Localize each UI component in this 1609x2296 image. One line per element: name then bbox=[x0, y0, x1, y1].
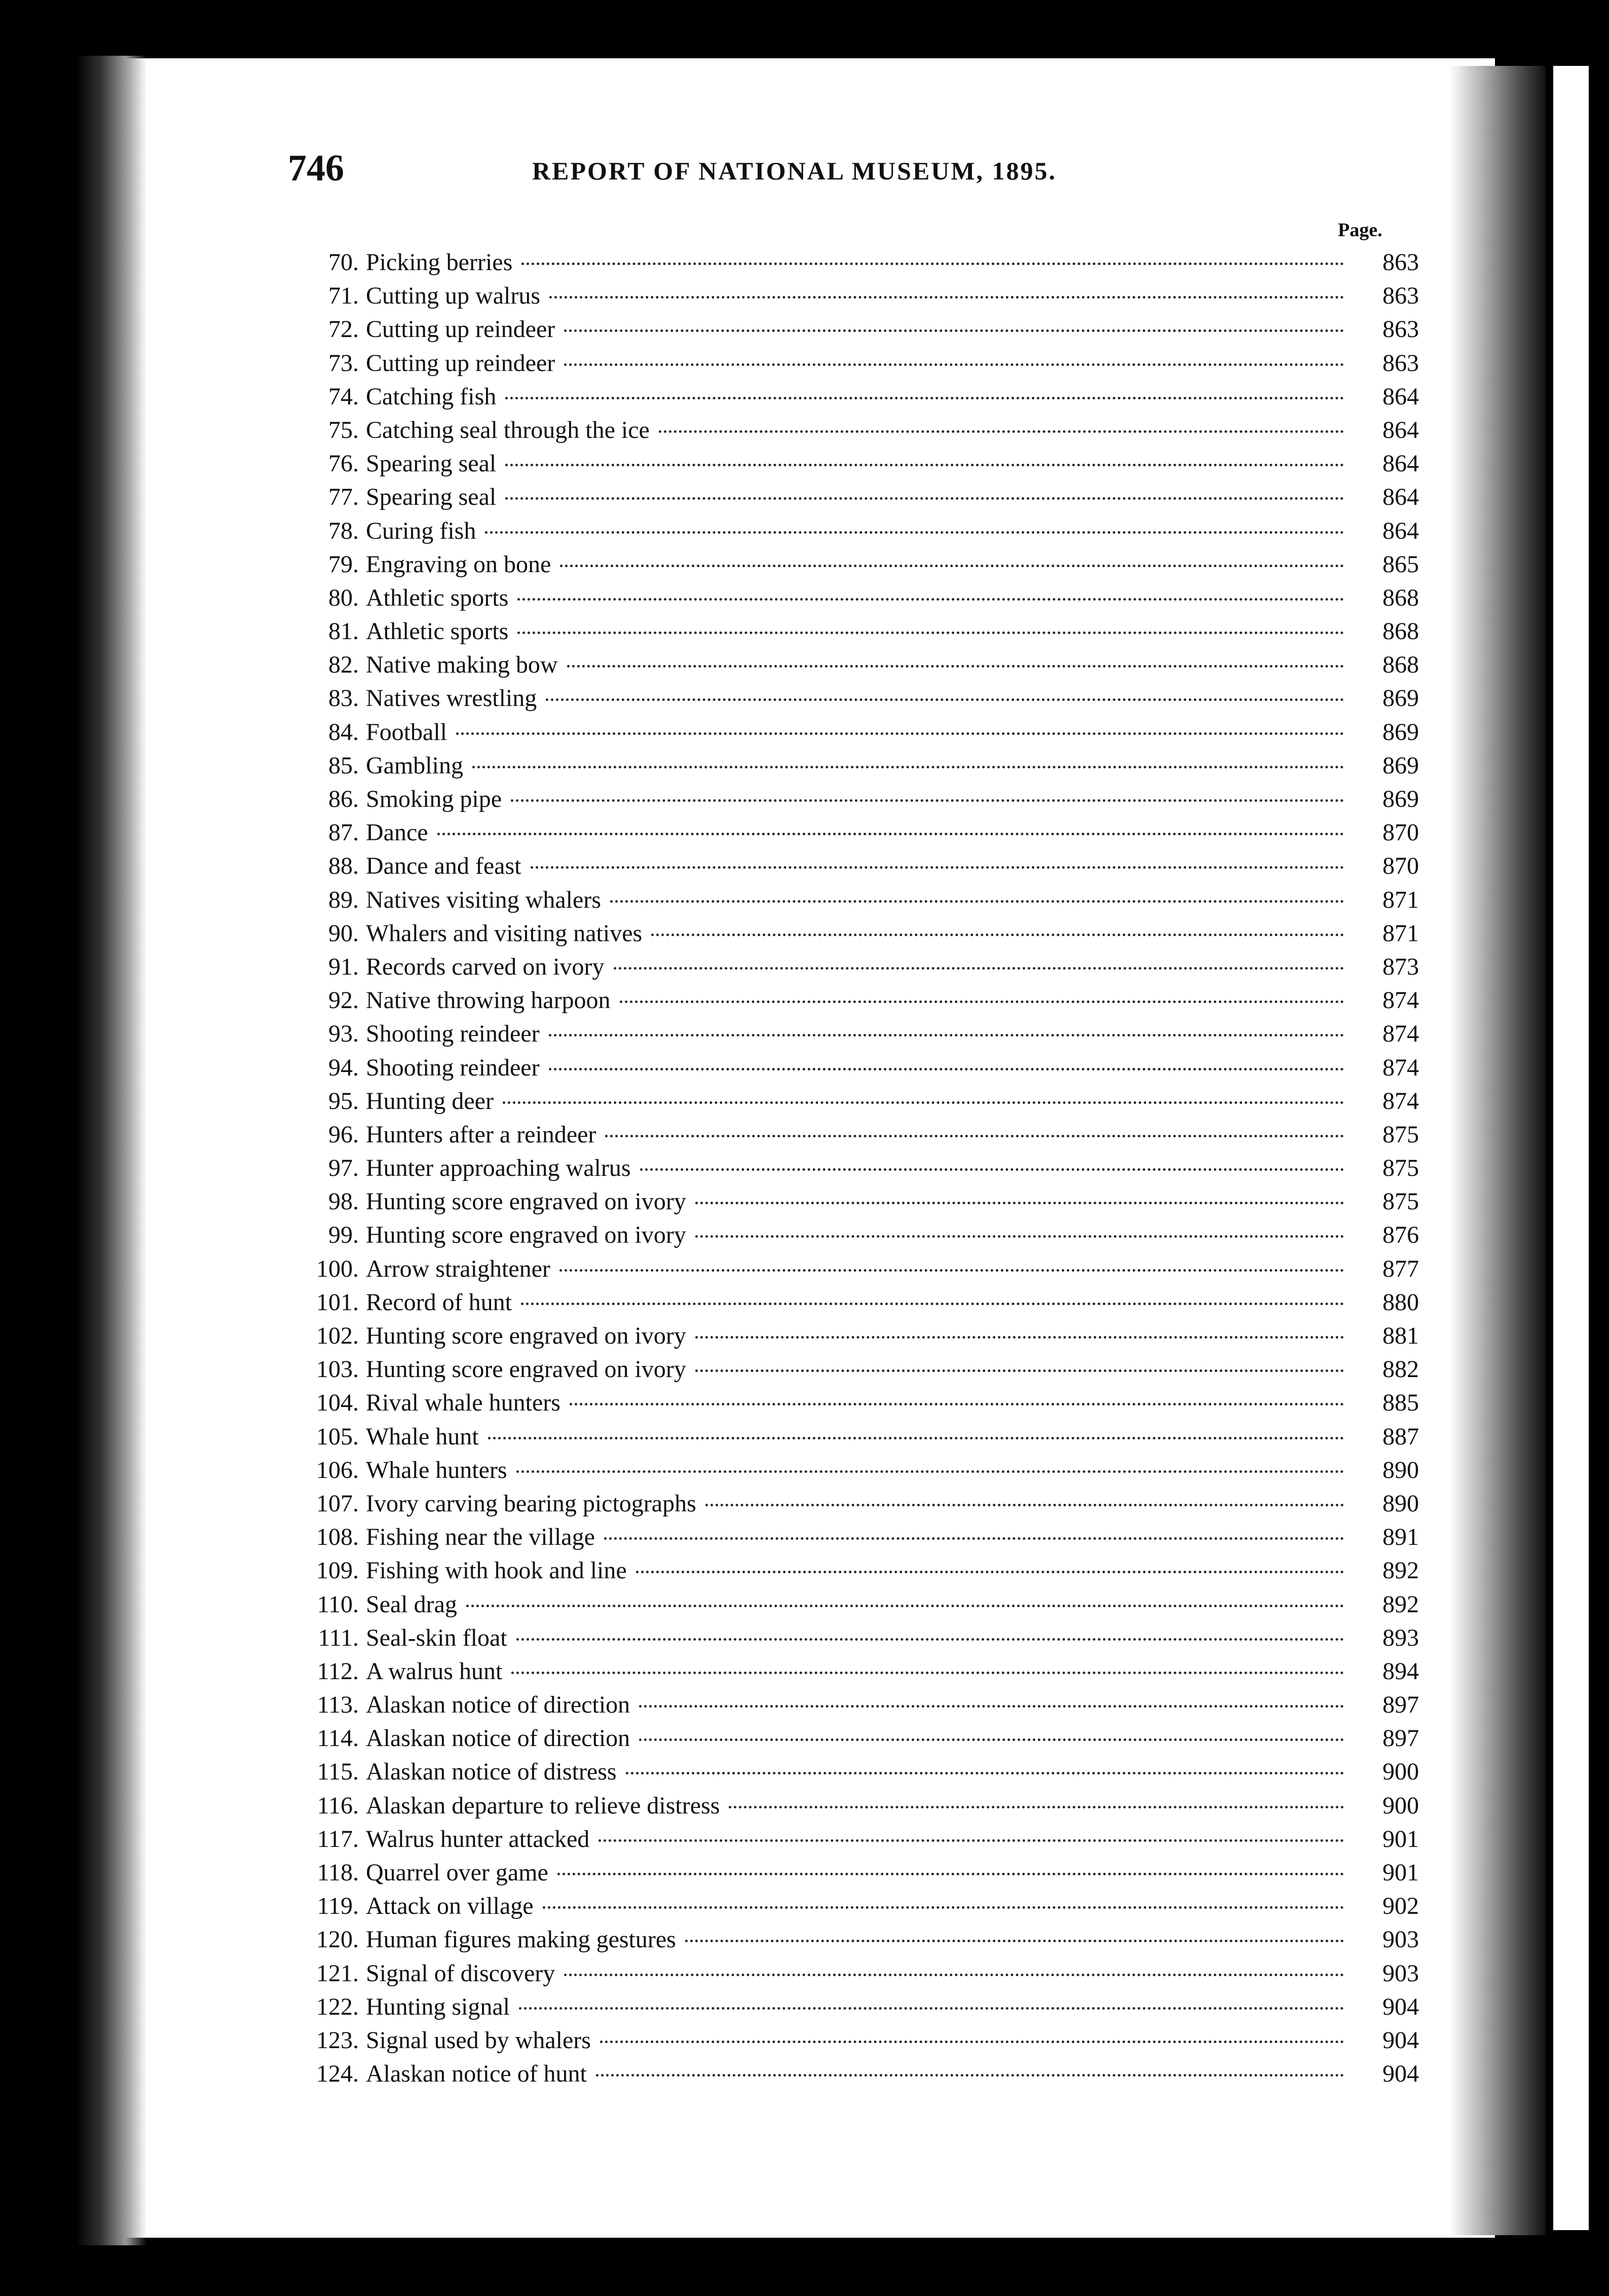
entry-number: 84. bbox=[328, 718, 359, 746]
list-item bbox=[284, 1859, 1419, 1892]
entry-title: Hunting deer bbox=[366, 1087, 494, 1115]
entry-page: 874 bbox=[1382, 1087, 1419, 1115]
entry-page: 897 bbox=[1382, 1691, 1419, 1719]
entry-title: Record of hunt bbox=[366, 1288, 512, 1316]
entry-page: 863 bbox=[1382, 349, 1419, 377]
dot-leader bbox=[596, 2074, 1344, 2077]
entry-page: 880 bbox=[1382, 1288, 1419, 1316]
list-item bbox=[284, 282, 1419, 315]
entry-number: 108. bbox=[316, 1524, 359, 1551]
entry-title: Hunter approaching walrus bbox=[366, 1155, 631, 1182]
entry-title: Cutting up walrus bbox=[366, 282, 540, 310]
entry-number: 77. bbox=[328, 484, 359, 511]
dot-leader bbox=[560, 565, 1344, 567]
dot-leader bbox=[695, 1202, 1344, 1204]
dot-leader bbox=[505, 397, 1344, 399]
entry-title: Native making bow bbox=[366, 651, 558, 679]
entry-number: 83. bbox=[328, 685, 359, 712]
entry-title: Hunting score engraved on ivory bbox=[366, 1322, 686, 1349]
list-item bbox=[284, 1188, 1419, 1221]
entry-title: Gambling bbox=[366, 752, 463, 779]
dot-leader bbox=[564, 363, 1344, 366]
list-item bbox=[284, 1993, 1419, 2026]
list-item bbox=[284, 1557, 1419, 1590]
entry-number: 78. bbox=[328, 517, 359, 544]
entry-number: 94. bbox=[328, 1054, 359, 1081]
entry-title: Attack on village bbox=[366, 1893, 534, 1920]
list-item bbox=[284, 1624, 1419, 1657]
dot-leader bbox=[503, 1101, 1344, 1104]
entry-page: 870 bbox=[1382, 853, 1419, 880]
entry-title: Dance bbox=[366, 819, 428, 846]
entry-number: 123. bbox=[316, 2026, 359, 2054]
entry-number: 103. bbox=[316, 1356, 359, 1383]
entry-number: 110. bbox=[317, 1590, 359, 1618]
entry-page: 864 bbox=[1382, 450, 1419, 477]
entry-title: Fishing near the village bbox=[366, 1524, 595, 1551]
list-item bbox=[284, 1087, 1419, 1121]
entry-page: 890 bbox=[1382, 1490, 1419, 1517]
dot-leader bbox=[639, 1705, 1344, 1708]
entry-page: 863 bbox=[1382, 249, 1419, 276]
dot-leader bbox=[626, 1772, 1344, 1774]
dot-leader bbox=[567, 665, 1344, 668]
list-item bbox=[284, 1792, 1419, 1825]
entry-page: 863 bbox=[1382, 316, 1419, 343]
entry-number: 80. bbox=[328, 584, 359, 611]
entry-title: Alaskan notice of direction bbox=[366, 1691, 630, 1719]
entry-title: Whale hunt bbox=[366, 1423, 479, 1450]
dot-leader bbox=[511, 1672, 1344, 1674]
entry-page: 868 bbox=[1382, 584, 1419, 611]
entry-page: 875 bbox=[1382, 1188, 1419, 1215]
entry-title: Seal drag bbox=[366, 1590, 457, 1618]
entry-title: Picking berries bbox=[366, 249, 513, 276]
list-item bbox=[284, 349, 1419, 383]
entry-page: 900 bbox=[1382, 1792, 1419, 1819]
entry-title: Signal of discovery bbox=[366, 1959, 555, 1987]
dot-leader bbox=[659, 430, 1344, 433]
dot-leader bbox=[521, 1303, 1344, 1305]
entry-title: Alaskan notice of distress bbox=[366, 1758, 617, 1786]
entry-number: 105. bbox=[316, 1423, 359, 1450]
entry-title: Cutting up reindeer bbox=[366, 316, 555, 343]
entry-title: Shooting reindeer bbox=[366, 1020, 540, 1048]
dot-leader bbox=[610, 900, 1344, 903]
entry-number: 91. bbox=[328, 953, 359, 980]
list-item bbox=[284, 953, 1419, 986]
entry-title: Arrow straightener bbox=[366, 1255, 550, 1282]
entry-number: 106. bbox=[316, 1456, 359, 1484]
entry-page: 864 bbox=[1382, 416, 1419, 443]
dot-leader bbox=[600, 2041, 1344, 2043]
dot-leader bbox=[557, 1873, 1344, 1875]
list-item bbox=[284, 1892, 1419, 1925]
entry-number: 104. bbox=[316, 1389, 359, 1417]
entry-number: 121. bbox=[316, 1959, 359, 1987]
entry-title: Cutting up reindeer bbox=[366, 349, 555, 377]
entry-number: 118. bbox=[317, 1859, 359, 1886]
entry-page: 887 bbox=[1382, 1423, 1419, 1450]
entry-number: 79. bbox=[328, 550, 359, 578]
entry-page: 869 bbox=[1382, 752, 1419, 779]
right-edge-strip bbox=[1553, 66, 1589, 2230]
entry-title: Signal used by whalers bbox=[366, 2026, 591, 2054]
dot-leader bbox=[519, 2007, 1344, 2010]
entry-page: 868 bbox=[1382, 651, 1419, 679]
dot-leader bbox=[472, 766, 1344, 768]
entry-page: 877 bbox=[1382, 1255, 1419, 1282]
entry-title: Ivory carving bearing pictographs bbox=[366, 1490, 696, 1517]
left-scan-shadow bbox=[76, 56, 147, 2245]
entry-page: 882 bbox=[1382, 1356, 1419, 1383]
entry-number: 74. bbox=[328, 383, 359, 410]
entry-page: 864 bbox=[1382, 383, 1419, 410]
list-item bbox=[284, 752, 1419, 785]
entry-number: 70. bbox=[328, 249, 359, 276]
entry-title: Spearing seal bbox=[366, 450, 497, 477]
entry-number: 100. bbox=[316, 1255, 359, 1282]
list-item bbox=[284, 1959, 1419, 1993]
entry-number: 87. bbox=[328, 819, 359, 846]
list-item bbox=[284, 550, 1419, 584]
entry-page: 869 bbox=[1382, 786, 1419, 812]
entry-title: Hunting score engraved on ivory bbox=[366, 1188, 686, 1215]
entry-title: Shooting reindeer bbox=[366, 1054, 540, 1081]
list-item bbox=[284, 483, 1419, 516]
dot-leader bbox=[651, 934, 1344, 936]
list-item bbox=[284, 2026, 1419, 2060]
dot-leader bbox=[564, 1974, 1344, 1976]
dot-leader bbox=[437, 833, 1344, 835]
entry-number: 88. bbox=[328, 853, 359, 880]
list-item bbox=[284, 1121, 1419, 1154]
entry-number: 72. bbox=[328, 316, 359, 343]
dot-leader bbox=[705, 1504, 1344, 1506]
dot-leader bbox=[695, 1369, 1344, 1372]
entry-title: Hunting score engraved on ivory bbox=[366, 1356, 686, 1383]
entry-number: 76. bbox=[328, 450, 359, 477]
list-item bbox=[284, 617, 1419, 651]
entry-title: Natives wrestling bbox=[366, 685, 537, 712]
list-item bbox=[284, 819, 1419, 852]
list-item bbox=[284, 1657, 1419, 1691]
entry-page: 881 bbox=[1382, 1322, 1419, 1349]
entry-page: 868 bbox=[1382, 618, 1419, 645]
list-item bbox=[284, 785, 1419, 819]
entry-number: 99. bbox=[328, 1221, 359, 1249]
list-item bbox=[284, 718, 1419, 752]
entry-title: Hunting score engraved on ivory bbox=[366, 1221, 686, 1249]
dot-leader bbox=[695, 1235, 1344, 1238]
illustration-list bbox=[284, 248, 1419, 2093]
entry-page: 902 bbox=[1382, 1893, 1419, 1920]
list-item bbox=[284, 315, 1419, 349]
dot-leader bbox=[466, 1605, 1344, 1607]
entry-page: 870 bbox=[1382, 819, 1419, 846]
entry-number: 115. bbox=[317, 1758, 359, 1786]
entry-page: 897 bbox=[1382, 1725, 1419, 1752]
dot-leader bbox=[543, 1906, 1344, 1909]
entry-page: 901 bbox=[1382, 1825, 1419, 1853]
list-item bbox=[284, 248, 1419, 282]
entry-number: 82. bbox=[328, 651, 359, 679]
entry-number: 107. bbox=[316, 1490, 359, 1517]
entry-title: Football bbox=[366, 718, 447, 746]
dot-leader bbox=[614, 967, 1344, 970]
entry-number: 71. bbox=[328, 282, 359, 310]
list-item bbox=[284, 2060, 1419, 2093]
entry-page: 904 bbox=[1382, 1993, 1419, 2020]
list-item bbox=[284, 416, 1419, 450]
dot-leader bbox=[516, 1638, 1344, 1641]
list-item bbox=[284, 986, 1419, 1020]
list-item bbox=[284, 1724, 1419, 1758]
entry-number: 122. bbox=[316, 1993, 359, 2020]
list-item bbox=[284, 1691, 1419, 1724]
dot-leader bbox=[685, 1940, 1344, 1942]
dot-leader bbox=[505, 464, 1344, 466]
entry-number: 101. bbox=[316, 1288, 359, 1316]
entry-page: 871 bbox=[1382, 886, 1419, 913]
entry-page: 893 bbox=[1382, 1624, 1419, 1651]
entry-number: 89. bbox=[328, 886, 359, 913]
entry-title: Whalers and visiting natives bbox=[366, 919, 643, 947]
dot-leader bbox=[695, 1336, 1344, 1339]
entry-page: 894 bbox=[1382, 1657, 1419, 1685]
entry-title: Athletic sports bbox=[366, 584, 509, 611]
list-item bbox=[284, 1523, 1419, 1557]
list-item bbox=[284, 1389, 1419, 1422]
list-item bbox=[284, 1423, 1419, 1456]
dot-leader bbox=[488, 1437, 1344, 1439]
entry-page: 875 bbox=[1382, 1155, 1419, 1182]
entry-page: 876 bbox=[1382, 1221, 1419, 1249]
entry-number: 95. bbox=[328, 1087, 359, 1115]
entry-title: Catching fish bbox=[366, 383, 497, 410]
entry-page: 864 bbox=[1382, 484, 1419, 511]
entry-number: 102. bbox=[316, 1322, 359, 1349]
list-item bbox=[284, 1154, 1419, 1188]
entry-title: Human figures making gestures bbox=[366, 1926, 676, 1953]
entry-page: 900 bbox=[1382, 1758, 1419, 1786]
entry-title: Curing fish bbox=[366, 517, 476, 544]
entry-title: Alaskan departure to relieve distress bbox=[366, 1792, 720, 1819]
entry-page: 903 bbox=[1382, 1959, 1419, 1987]
list-item bbox=[284, 1758, 1419, 1791]
list-item bbox=[284, 684, 1419, 718]
entry-number: 98. bbox=[328, 1188, 359, 1215]
list-item bbox=[284, 1355, 1419, 1389]
dot-leader bbox=[549, 1068, 1344, 1070]
entry-number: 81. bbox=[328, 618, 359, 645]
entry-title: Alaskan notice of direction bbox=[366, 1725, 630, 1752]
list-item bbox=[284, 886, 1419, 919]
list-item bbox=[284, 1925, 1419, 1959]
list-item bbox=[284, 1590, 1419, 1624]
entry-page: 874 bbox=[1382, 1054, 1419, 1081]
entry-title: Catching seal through the ice bbox=[366, 416, 650, 443]
dot-leader bbox=[517, 598, 1344, 601]
entry-title: Alaskan notice of hunt bbox=[366, 2060, 587, 2088]
entry-number: 93. bbox=[328, 1020, 359, 1048]
dot-leader bbox=[729, 1806, 1344, 1808]
dot-leader bbox=[549, 1034, 1344, 1036]
list-item bbox=[284, 651, 1419, 684]
dot-leader bbox=[570, 1403, 1344, 1405]
entry-page: 903 bbox=[1382, 1926, 1419, 1953]
dot-leader bbox=[505, 497, 1344, 500]
entry-page: 892 bbox=[1382, 1557, 1419, 1584]
page-number: 746 bbox=[288, 147, 344, 189]
entry-page: 874 bbox=[1382, 1020, 1419, 1048]
entry-number: 114. bbox=[317, 1725, 359, 1752]
entry-title: Fishing with hook and line bbox=[366, 1557, 627, 1584]
entry-number: 92. bbox=[328, 987, 359, 1014]
entry-title: Walrus hunter attacked bbox=[366, 1825, 590, 1853]
entry-number: 117. bbox=[317, 1825, 359, 1853]
list-item bbox=[284, 919, 1419, 953]
entry-page: 901 bbox=[1382, 1859, 1419, 1886]
entry-page: 869 bbox=[1382, 685, 1419, 712]
entry-number: 112. bbox=[317, 1657, 359, 1685]
dot-leader bbox=[640, 1168, 1344, 1171]
entry-number: 109. bbox=[316, 1557, 359, 1584]
entry-page: 885 bbox=[1382, 1389, 1419, 1417]
dot-leader bbox=[605, 1135, 1344, 1137]
entry-title: A walrus hunt bbox=[366, 1657, 503, 1685]
running-head: REPORT OF NATIONAL MUSEUM, 1895. bbox=[532, 157, 1057, 185]
entry-title: Whale hunters bbox=[366, 1456, 507, 1484]
entry-title: Seal-skin float bbox=[366, 1624, 507, 1651]
entry-page: 863 bbox=[1382, 282, 1419, 310]
list-item bbox=[284, 1255, 1419, 1288]
list-item bbox=[284, 1221, 1419, 1254]
entry-title: Quarrel over game bbox=[366, 1859, 548, 1886]
entry-page: 865 bbox=[1382, 550, 1419, 578]
entry-page: 871 bbox=[1382, 919, 1419, 947]
entry-title: Smoking pipe bbox=[366, 786, 502, 812]
dot-leader bbox=[604, 1537, 1344, 1540]
list-item bbox=[284, 584, 1419, 617]
entry-title: Records carved on ivory bbox=[366, 953, 605, 980]
dot-leader bbox=[456, 732, 1344, 735]
dot-leader bbox=[598, 1839, 1344, 1842]
entry-number: 113. bbox=[317, 1691, 359, 1719]
entry-number: 116. bbox=[317, 1792, 359, 1819]
dot-leader bbox=[521, 263, 1344, 265]
entry-page: 904 bbox=[1382, 2026, 1419, 2054]
list-item bbox=[284, 1288, 1419, 1322]
entry-page: 864 bbox=[1382, 517, 1419, 544]
list-item bbox=[284, 852, 1419, 885]
dot-leader bbox=[516, 1470, 1344, 1473]
entry-title: Engraving on bone bbox=[366, 550, 551, 578]
entry-number: 97. bbox=[328, 1155, 359, 1182]
entry-title: Dance and feast bbox=[366, 853, 521, 880]
list-item bbox=[284, 383, 1419, 416]
entry-page: 891 bbox=[1382, 1524, 1419, 1551]
entry-page: 875 bbox=[1382, 1121, 1419, 1148]
dot-leader bbox=[559, 1269, 1344, 1272]
list-item bbox=[284, 450, 1419, 483]
dot-leader bbox=[549, 296, 1344, 299]
entry-page: 874 bbox=[1382, 987, 1419, 1014]
entry-number: 85. bbox=[328, 752, 359, 779]
dot-leader bbox=[517, 632, 1344, 634]
entry-number: 96. bbox=[328, 1121, 359, 1148]
entry-title: Spearing seal bbox=[366, 484, 497, 511]
list-item bbox=[284, 1054, 1419, 1087]
entry-page: 869 bbox=[1382, 718, 1419, 746]
entry-number: 75. bbox=[328, 416, 359, 443]
entry-page: 904 bbox=[1382, 2060, 1419, 2088]
entry-title: Hunting signal bbox=[366, 1993, 510, 2020]
dot-leader bbox=[546, 698, 1344, 701]
entry-title: Native throwing harpoon bbox=[366, 987, 611, 1014]
dot-leader bbox=[511, 799, 1344, 802]
entry-title: Rival whale hunters bbox=[366, 1389, 560, 1417]
entry-number: 86. bbox=[328, 786, 359, 812]
dot-leader bbox=[620, 1001, 1344, 1003]
list-item bbox=[284, 517, 1419, 550]
list-item bbox=[284, 1020, 1419, 1053]
dot-leader bbox=[531, 866, 1344, 869]
dot-leader bbox=[485, 531, 1344, 534]
entry-page: 873 bbox=[1382, 953, 1419, 980]
entry-title: Athletic sports bbox=[366, 618, 509, 645]
entry-page: 892 bbox=[1382, 1590, 1419, 1618]
entry-title: Natives visiting whalers bbox=[366, 886, 601, 913]
entry-page: 890 bbox=[1382, 1456, 1419, 1484]
entry-number: 90. bbox=[328, 919, 359, 947]
entry-number: 111. bbox=[318, 1624, 359, 1651]
page-column-header: Page. bbox=[1338, 219, 1382, 241]
list-item bbox=[284, 1322, 1419, 1355]
entry-number: 73. bbox=[328, 349, 359, 377]
list-item bbox=[284, 1456, 1419, 1490]
list-item bbox=[284, 1825, 1419, 1859]
entry-title: Hunters after a reindeer bbox=[366, 1121, 596, 1148]
list-item bbox=[284, 1490, 1419, 1523]
entry-number: 119. bbox=[317, 1893, 359, 1920]
right-scan-shadow bbox=[1449, 66, 1546, 2235]
entry-number: 124. bbox=[316, 2060, 359, 2088]
entry-number: 120. bbox=[316, 1926, 359, 1953]
dot-leader bbox=[636, 1571, 1344, 1573]
dot-leader bbox=[639, 1738, 1344, 1741]
dot-leader bbox=[564, 329, 1344, 332]
